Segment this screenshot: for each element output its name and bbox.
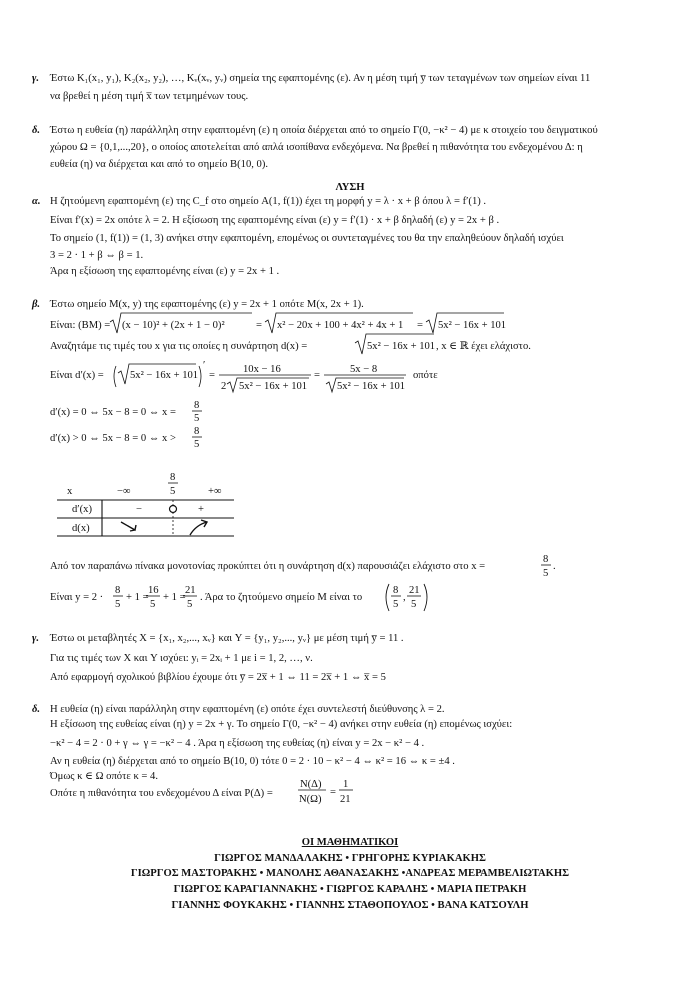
frac1-den-2: 2 bbox=[221, 381, 227, 392]
frac1-num: 10x − 16 bbox=[243, 364, 281, 375]
bm-radicand3: 5x² − 16x + 101 bbox=[438, 320, 507, 331]
solution-g-label: γ. bbox=[32, 633, 40, 644]
increase-arrow-icon bbox=[190, 520, 207, 535]
sign-table bbox=[57, 472, 234, 536]
question-g-label: γ. bbox=[32, 73, 40, 84]
solution-d-line4: Αν η ευθεία (η) διέρχεται από το σημείο B(10, 0) τότε 0 = 2 · 10 − κ² − 4 ⇔ κ² = 16 ⇔ κ = ±4 . bbox=[50, 756, 455, 767]
paren-left bbox=[114, 366, 116, 387]
dx-radicand: 5x² − 16x + 101 bbox=[367, 341, 436, 352]
frac2-den-radicand: 5x² − 16x + 101 bbox=[337, 381, 406, 392]
cond1-text: d′(x) = 0 ⇔ 5x − 8 = 0 ⇔ x = bbox=[50, 407, 176, 418]
min-dot: . bbox=[553, 561, 556, 572]
dprime-suffix: οπότε bbox=[413, 370, 438, 381]
solution-g-line1: Έστω οι μεταβλητές X = {x₁, x₂,..., xᵥ} και Y = {y₁, y₂,..., yᵥ} με μέση τιμή y̅ = 11 . bbox=[50, 633, 404, 644]
dprime-eq2: = bbox=[314, 370, 320, 381]
footer-line3: ΓΙΩΡΓΟΣ ΚΑΡΑΓΙΑΝΝΑΚΗΣ • ΓΙΩΡΓΟΣ ΚΑΡΑΛΗΣ • ΜΑΡΙΑ ΠΕΤΡΑΚΗ bbox=[173, 884, 527, 895]
solution-d-line1: Η ευθεία (η) είναι παράλληλη στην εφαπτομένη (ε) οπότε έχει συντελεστή διεύθυνσης λ = 2. bbox=[50, 704, 445, 715]
table-row-d: d(x) bbox=[72, 523, 90, 534]
point-y-den: 5 bbox=[411, 599, 417, 610]
solution-g-line3: Από εφαρμογή σχολικού βιβλίου έχουμε ότι y̅ = 2x̅ + 1 ⇔ 11 = 2x̅ + 1 ⇔ x̅ = 5 bbox=[50, 672, 386, 683]
solution-d-line6: Οπότε η πιθανότητα του ενδεχομένου Δ είναι P(Δ) = bbox=[50, 788, 273, 799]
footer-title: ΟΙ ΜΑΘΗΜΑΤΙΚΟΙ bbox=[301, 837, 399, 848]
prob-eq: = bbox=[330, 787, 336, 798]
point-paren-left bbox=[386, 584, 389, 611]
point-x-num: 8 bbox=[393, 585, 399, 596]
table-row-dprime: d′(x) bbox=[72, 504, 92, 515]
solution-d-line3: −κ² − 4 = 2 · 0 + γ ⇔ γ = −κ² − 4 . Άρα η εξίσωση της ευθείας (η) είναι y = 2x − κ² − 4 . bbox=[50, 738, 425, 749]
decrease-arrow-icon bbox=[121, 522, 136, 531]
y-mid2: + 1 = bbox=[163, 592, 186, 603]
y-f2-num: 16 bbox=[148, 585, 159, 596]
table-crit-num: 8 bbox=[170, 472, 176, 483]
bm-radicand1: (x − 10)² + (2x + 1 − 0)² bbox=[122, 320, 225, 331]
cond2-den: 5 bbox=[194, 439, 200, 450]
solution-a-line5: Άρα η εξίσωση της εφαπτομένης είναι (ε) y = 2x + 1 . bbox=[50, 266, 280, 277]
solution-a-line4: 3 = 2 · 1 + β ⇔ β = 1. bbox=[50, 250, 144, 261]
solution-a-line1: Η ζητούμενη εφαπτομένη (ε) της C_f στο σημείο A(1, f(1)) έχει τη μορφή y = λ · x + β όπου λ = f′(1) . bbox=[50, 196, 487, 207]
paren-right bbox=[199, 366, 201, 387]
bm-radicand2: x² − 20x + 100 + 4x² + 4x + 1 bbox=[277, 320, 404, 331]
frac2-num: 5x − 8 bbox=[350, 364, 378, 375]
table-minus-inf: −∞ bbox=[117, 486, 131, 497]
table-plus-inf: +∞ bbox=[208, 486, 222, 497]
footer-line1: ΓΙΩΡΓΟΣ ΜΑΝΔΑΛΑΚΗΣ • ΓΡΗΓΟΡΗΣ ΚΥΡΙΑΚΑΚΗΣ bbox=[214, 853, 486, 864]
prob-f1-num: N(Δ) bbox=[300, 779, 322, 790]
dx-tail: , x ∈ ℝ έχει ελάχιστο. bbox=[436, 341, 531, 352]
prob-f2-den: 21 bbox=[340, 794, 351, 805]
point-paren-right bbox=[424, 584, 427, 611]
question-d-line1: Έστω η ευθεία (η) παράλληλη στην εφαπτομένη (ε) η οποία διέρχεται από το σημείο Γ(0, −κ² − 4) με κ στοιχείο του δειγματικού bbox=[50, 125, 598, 136]
cond2-text: d′(x) > 0 ⇔ 5x − 8 = 0 ⇔ x > bbox=[50, 433, 176, 444]
solution-d-line2: Η εξίσωση της ευθείας είναι (η) y = 2x + γ. Το σημείο Γ(0, −κ² − 4) ανήκει στην ευθεία (η) επομένως ισχύει: bbox=[50, 719, 513, 730]
solution-title: ΛΥΣΗ bbox=[335, 182, 365, 193]
y-prefix: Είναι y = 2 · bbox=[50, 592, 104, 603]
bm-eq2: = bbox=[417, 320, 423, 331]
point-x-den: 5 bbox=[393, 599, 399, 610]
question-d-line2: χώρου Ω = {0,1,...,20}, ο οποίος αποτελείται από απλά ισοπίθανα ενδεχόμενα. Να βρεθεί η πιθανότητα του ενδεχομένου Δ: η bbox=[50, 142, 583, 153]
question-d-line3: ευθεία (η) να διέρχεται και από το σημείο B(10, 0). bbox=[50, 159, 269, 170]
bm-prefix: Είναι: (BM) = bbox=[50, 320, 111, 331]
prob-f1-den: N(Ω) bbox=[299, 794, 322, 805]
dx-intro: Αναζητάμε τις τιμές του x για τις οποίες η συνάρτηση d(x) = bbox=[50, 341, 308, 352]
question-d-label: δ. bbox=[32, 125, 41, 136]
cond1-num: 8 bbox=[194, 400, 200, 411]
y-suffix: . Άρα το ζητούμενο σημείο M είναι το bbox=[200, 592, 363, 603]
frac1-den-radicand: 5x² − 16x + 101 bbox=[239, 381, 308, 392]
dprime-prefix: Είναι d′(x) = bbox=[50, 370, 104, 381]
point-comma: , bbox=[403, 592, 406, 603]
table-sign-right: + bbox=[198, 504, 204, 515]
min-num: 8 bbox=[543, 554, 549, 565]
solution-d-label: δ. bbox=[32, 704, 41, 715]
solution-a-line3: Το σημείο (1, f(1)) = (1, 3) ανήκει στην εφαπτομένη, επομένως οι συντεταγμένες του θα την επαληθεύουν δηλαδή ισχύει bbox=[50, 233, 564, 244]
y-f2-den: 5 bbox=[150, 599, 156, 610]
question-g-line2: να βρεθεί η μέση τιμή x̅ των τετμημένων τους. bbox=[50, 91, 249, 102]
dprime-eq: = bbox=[209, 370, 215, 381]
solution-a-line2: Είναι f′(x) = 2x οπότε λ = 2. Η εξίσωση της εφαπτομένης είναι (ε) y = f′(1) · x + β δηλαδή (ε) y = 2x + β . bbox=[50, 215, 500, 226]
cond1-den: 5 bbox=[194, 413, 200, 424]
min-text: Από τον παραπάνω πίνακα μονοτονίας προκύπτει ότι η συνάρτηση d(x) παρουσιάζει ελάχιστο στο x = bbox=[50, 561, 486, 572]
table-crit-den: 5 bbox=[170, 486, 176, 497]
cond2-num: 8 bbox=[194, 426, 200, 437]
table-row-x: x bbox=[67, 486, 73, 497]
solution-d-line5: Όμως κ ∈ Ω οπότε κ = 4. bbox=[50, 771, 158, 782]
dprime-mark: ′ bbox=[203, 360, 206, 371]
table-sign-left: − bbox=[136, 504, 142, 515]
footer-line4: ΓΙΑΝΝΗΣ ΦΟΥΚΑΚΗΣ • ΓΙΑΝΝΗΣ ΣΤΑΘΟΠΟΥΛΟΣ • ΒΑΝΑ ΚΑΤΣΟΥΛΗ bbox=[171, 900, 529, 911]
solution-b-line1: Έστω σημείο M(x, y) της εφαπτομένης (ε) y = 2x + 1 οπότε M(x, 2x + 1). bbox=[50, 299, 364, 310]
question-g-line1: Έστω K₁(x₁, y₁), K₂(x₂, y₂), …, Kᵥ(xᵥ, yᵥ) σημεία της εφαπτομένης (ε). Αν η μέση τιμή y̅ των τεταγμένων των σημείων είναι 11 bbox=[50, 73, 591, 84]
y-f3-num: 21 bbox=[185, 585, 196, 596]
point-y-num: 21 bbox=[409, 585, 420, 596]
dprime-radicand: 5x² − 16x + 101 bbox=[130, 370, 199, 381]
y-mid1: + 1 = bbox=[126, 592, 149, 603]
solution-b-label: β. bbox=[32, 299, 41, 310]
min-den: 5 bbox=[543, 568, 549, 579]
y-f1-num: 8 bbox=[115, 585, 121, 596]
y-f3-den: 5 bbox=[187, 599, 193, 610]
bm-eq1: = bbox=[256, 320, 262, 331]
prob-f2-num: 1 bbox=[343, 779, 349, 790]
footer-line2: ΓΙΩΡΓΟΣ ΜΑΣΤΟΡΑΚΗΣ • ΜΑΝΟΛΗΣ ΑΘΑΝΑΣΑΚΗΣ •ΑΝΔΡΕΑΣ ΜΕΡΑΜΒΕΛΙΩΤΑΚΗΣ bbox=[130, 868, 570, 879]
table-zero-circle bbox=[170, 506, 177, 513]
solution-g-line2: Για τις τιμές των X και Y ισχύει: yᵢ = 2xᵢ + 1 με i = 1, 2, …, ν. bbox=[50, 653, 313, 664]
y-f1-den: 5 bbox=[115, 599, 121, 610]
solution-a-label: α. bbox=[32, 196, 41, 207]
